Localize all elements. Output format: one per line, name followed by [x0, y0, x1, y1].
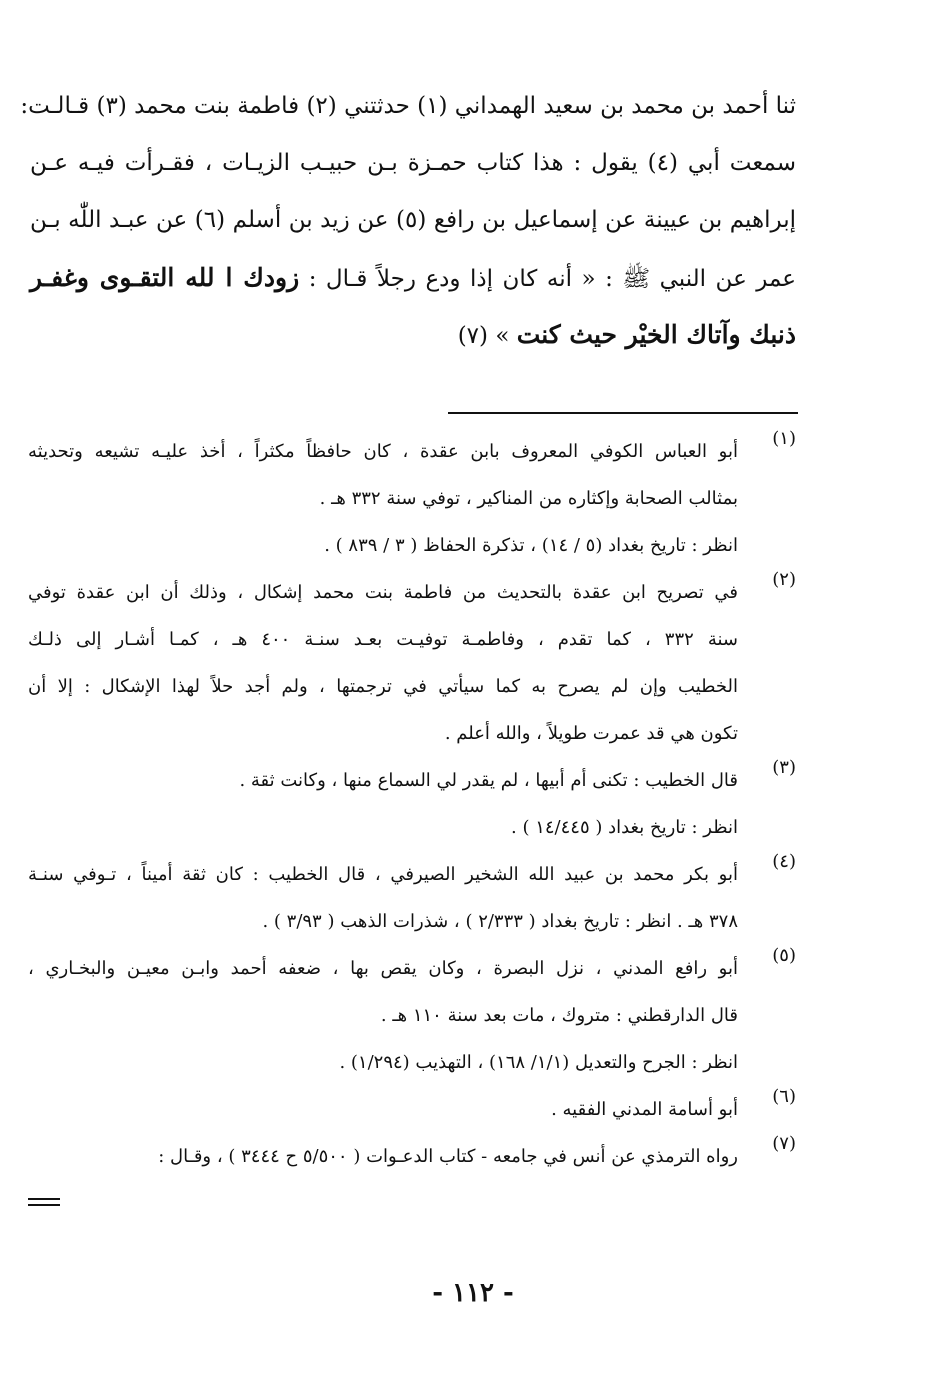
footnote-line: أبو رافع المدني ، نزل البصرة ، وكان يقص بها ، ضعفه أحمد وابـن معيـن والبخـاري ، [28, 958, 738, 979]
footnote-number: (٣) [772, 757, 796, 778]
footnote-ref: » (٧) [457, 323, 510, 349]
footnote-line: بمثالب الصحابة وإكثاره من المناكير ، توفي سنة ٣٣٢ هـ . [319, 488, 738, 509]
footnote-1 [28, 428, 796, 569]
footnote-2 [28, 569, 796, 757]
footnote-line: قال الدارقطني : متروك ، مات بعد سنة ١١٠ هـ . [380, 1005, 738, 1026]
footnote-line: قال الخطيب : تكنى أم أبيها ، لم يقدر لي السماع منها ، وكانت ثقة . [239, 770, 738, 791]
footnote-number: (٢) [772, 569, 796, 590]
footnote-line: الخطيب وإن لم يصرح به كما سيأتي في ترجمتها ، ولم أجد حلاً لهذا الإشكال : إلا أن [28, 676, 738, 697]
continuation-dash [28, 1198, 60, 1200]
continuation-mark [28, 1198, 60, 1210]
footnote-line: رواه الترمذي عن أنس في جامعه - كتاب الدعـوات ( ٥/٥٠٠ ح ٣٤٤٤ ) ، وقـال : [158, 1146, 738, 1167]
footnote-line: تكون هي قد عمرت طويلاً ، والله أعلم . [444, 723, 738, 744]
footnote-number: (٦) [772, 1086, 796, 1107]
footnote-line: انظر : الجرح والتعديل (١/١/ ١٦٨) ، التهذيب (١/٢٩٤) . [339, 1052, 738, 1073]
footnote-number: (٤) [772, 851, 796, 872]
hadith-bold-text: ذنبك وآتاك الخيْر حيث كنت [516, 320, 796, 349]
footnote-line: أبو أسامة المدني الفقيه . [551, 1099, 738, 1120]
footnote-3 [28, 757, 796, 851]
footnote-number: (٥) [772, 945, 796, 966]
footnote-divider [448, 412, 798, 414]
main-line [30, 249, 796, 306]
page-number: - ١١٢ - [432, 1278, 514, 1308]
footnote-5 [28, 945, 796, 1086]
main-line: إبراهيم بن عيينة عن إسماعيل بن رافع (٥) عن زيد بن أسلم (٦) عن عبـد اللّٰه بـن [30, 207, 797, 233]
footnote-7 [28, 1133, 796, 1180]
main-text [20, 78, 797, 363]
footnote-number: (١) [772, 428, 796, 449]
footnote-line: ٣٧٨ هـ . انظر : تاريخ بغداد ( ٢/٣٣٣ ) ، شذرات الذهب ( ٣/٩٣ ) . [262, 911, 738, 932]
footnote-line: أبو بكر محمد بن عبيد الله الشخير الصيرفي ، قال الخطيب : كان ثقة أميناً ، تـوفي سنـة [28, 864, 738, 885]
footnote-line: انظر : تاريخ بغداد (٥ / ١٤) ، تذكرة الحفاظ ( ٣ / ٨٣٩ ) . [324, 535, 738, 556]
footnotes [28, 428, 796, 1180]
footnote-4 [28, 851, 796, 945]
footnote-line: في تصريح ابن عقدة بالتحديث من فاطمة بنت محمد إشكال ، وذلك أن ابن عقدة توفي [28, 582, 738, 603]
main-line-text: عمر عن النبي ﷺ : « أنه كان إذا ودع رجلاً قـال : [308, 266, 797, 292]
hadith-bold-text: زودك ا لله التقـوى وغفـر [30, 263, 300, 292]
footnote-number: (٧) [772, 1133, 796, 1154]
footnote-line: سنة ٣٣٢ ، كما تقدم ، وفاطمـة توفيـت بعـد سنـة ٤٠٠ هـ ، كمـا أشـار إلى ذلـك [28, 629, 738, 650]
main-line [30, 306, 796, 363]
footnote-line: انظر : تاريخ بغداد ( ١٤/٤٤٥ ) . [511, 817, 738, 838]
footnote-6 [28, 1086, 796, 1133]
main-line: ثنا أحمد بن محمد بن سعيد الهمداني (١) حدثتني (٢) فاطمة بنت محمد (٣) قـالـت: [20, 93, 796, 119]
continuation-dash [28, 1204, 60, 1206]
main-line: سمعت أبي (٤) يقول : هذا كتاب حمـزة بـن حبيـب الزيـات ، فقـرأت فيـه عـن [30, 150, 796, 176]
footnote-line: أبو العباس الكوفي المعروف بابن عقدة ، كان حافظاً مكثراً ، أخذ عليـه تشيعه وتحديثه [28, 441, 738, 462]
